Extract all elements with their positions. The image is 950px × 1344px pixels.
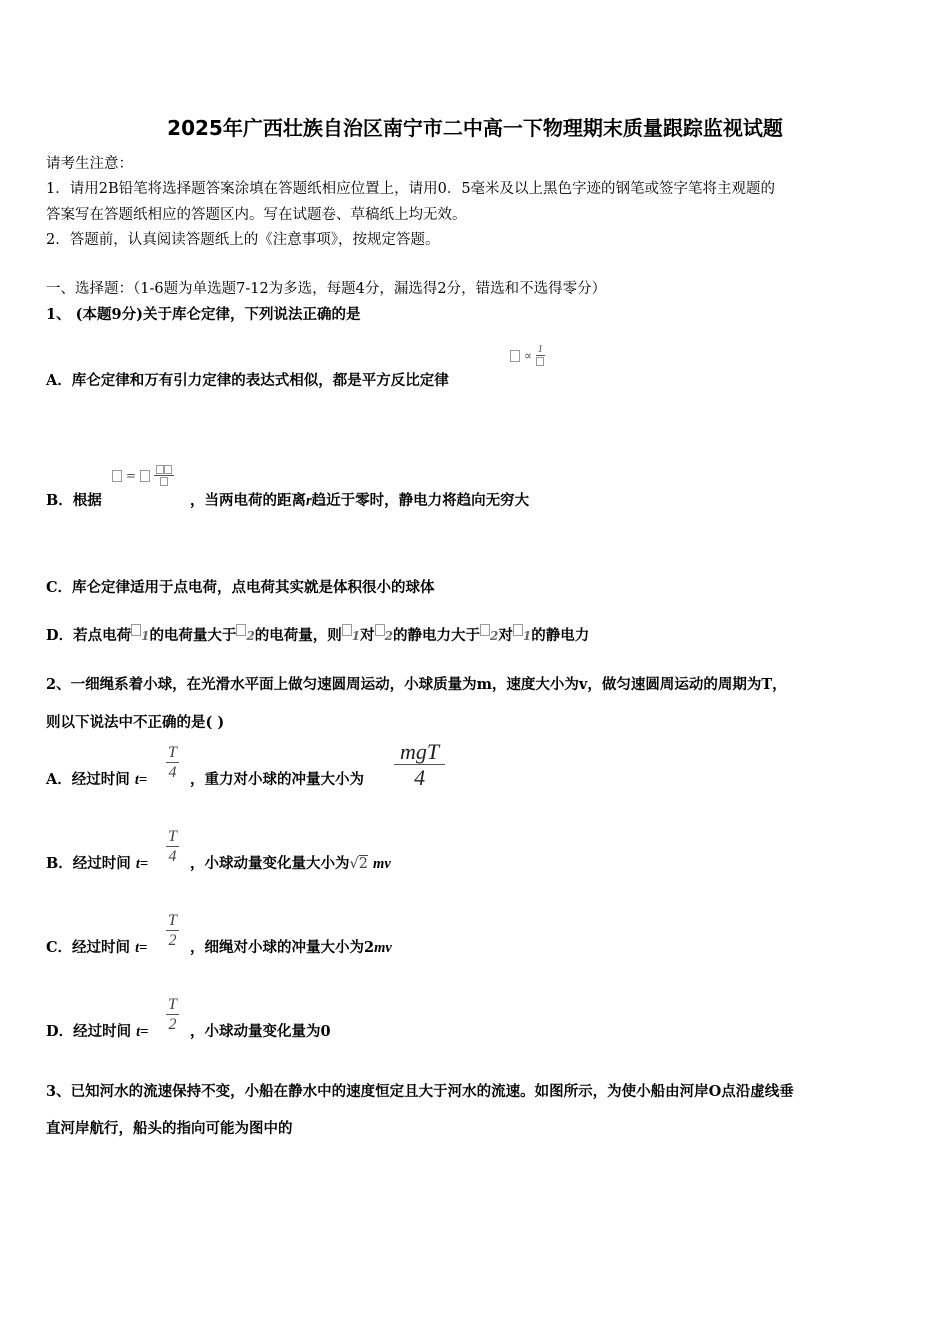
q1-d-text-3: 的电荷量，则 (254, 627, 342, 644)
formula-placeholder-icon (131, 624, 141, 636)
q2-d-text-1: D．经过时间 (46, 1023, 132, 1040)
q1-option-b-prefix: B．根据 (46, 492, 102, 509)
q1-d-text-2: 的电荷量大于 (149, 627, 237, 644)
fraction-numerator: mgT (394, 740, 445, 765)
q2-a-text-2: ，重力对小球的冲量大小为 (190, 771, 364, 788)
fraction (166, 744, 179, 782)
q2-b-sqrt-value: 2 (358, 856, 368, 872)
q2-a-impulse-fraction (394, 740, 445, 792)
fraction-denominator: 2 (168, 1015, 177, 1033)
q2-d-time-fraction (166, 996, 179, 1034)
formula-placeholder-icon (536, 357, 544, 366)
formula-placeholder-icon (236, 624, 246, 636)
fraction (166, 828, 179, 866)
q1-d-text-4: 对 (360, 627, 375, 644)
q2-b-text-2 (190, 852, 391, 873)
q2-b-time-var: t= (135, 856, 149, 872)
formula-placeholder-icon (140, 470, 150, 482)
notice-line-1b: 答案写在答题纸相应的答题区内。写在试题卷、草稿纸上均无效。 (46, 207, 467, 223)
fraction-numerator: 1 (537, 344, 543, 355)
fraction-denominator: 4 (414, 765, 426, 791)
q2-c-time-var: t= (135, 940, 148, 956)
q1-b-var-r: r (306, 493, 312, 509)
fraction-denominator (154, 476, 174, 488)
q1-d-text-7: 的静电力 (531, 627, 590, 644)
q2-stem-line-1: 2、一细绳系着小球，在光滑水平面上做匀速圆周运动，小球质量为m，速度大小为v，做匀速圆周运动的周期为T， (46, 676, 787, 693)
q1-d-text-6: 对 (498, 627, 513, 644)
q2-option-d (46, 1020, 148, 1041)
formula-placeholder-icon (342, 624, 352, 636)
q3-stem-line-1: 3、已知河水的流速保持不变，小船在静水中的速度恒定且大于河水的流速。如图所示，为使小船由河岸O点沿虚线垂 (46, 1083, 794, 1100)
notice-heading: 请考生注意： (46, 156, 133, 172)
q1-a-formula (510, 344, 545, 368)
fraction (166, 996, 179, 1034)
q2-a-time-fraction (166, 744, 179, 782)
section-heading: 一、选择题：（1-6题为单选题7-12为多选，每题4分，漏选得2分，错选和不选得零分） (46, 281, 607, 297)
page-title: 2025年广西壮族自治区南宁市二中高一下物理期末质量跟踪监视试题 (167, 116, 783, 140)
q2-c-text: ，细绳对小球的冲量大小为2 (190, 939, 375, 956)
formula-placeholder-icon (480, 624, 490, 636)
q2-option-c (46, 936, 147, 957)
q1-option-b-text (190, 489, 529, 510)
fraction (166, 912, 179, 950)
q2-stem-line-2: 则以下说法中不正确的是( ) (46, 714, 225, 731)
notice-line-1: 1．请用2B铅笔将选择题答案涂填在答题纸相应位置上，请用0．5毫米及以上黑色字迹的钢笔或签字笔将主观题的 (46, 181, 776, 197)
q1-d-text-1: D．若点电荷 (46, 627, 132, 644)
formula-placeholder-icon (510, 350, 520, 362)
formula-placeholder-icon (156, 465, 164, 474)
fraction-numerator: T (168, 744, 177, 761)
q1-option-c: C．库仑定律适用于点电荷，点电荷其实就是体积很小的球体 (46, 579, 435, 596)
q2-b-text-1: B．经过时间 (46, 855, 131, 872)
fraction-numerator (154, 464, 174, 476)
formula-placeholder-icon (164, 465, 172, 474)
formula-placeholder-icon (160, 477, 168, 486)
q2-option-b (46, 852, 148, 873)
q1-stem: 1、 (本题9分)关于库仑定律，下列说法正确的是 (46, 306, 361, 323)
notice-line-2: 2．答题前，认真阅读答题纸上的《注意事项》，按规定答题。 (46, 232, 440, 248)
fraction-denominator: 4 (168, 763, 177, 781)
q2-b-text: ，小球动量变化量大小为 (190, 855, 350, 872)
fraction-denominator: 4 (168, 847, 177, 865)
q1-option-a: A．库仑定律和万有引力定律的表达式相似，都是平方反比定律 (46, 372, 449, 389)
fraction-numerator: T (168, 828, 177, 845)
q2-option-a (46, 768, 147, 789)
q2-d-time-var: t= (136, 1024, 149, 1040)
q1-b-fraction (154, 464, 174, 488)
q3-stem-line-2: 直河岸航行，船头的指向可能为图中的 (46, 1120, 293, 1137)
formula-placeholder-icon (112, 470, 122, 482)
q2-b-time-fraction (166, 828, 179, 866)
equals-symbol: = (125, 468, 136, 483)
fraction-numerator: T (168, 912, 177, 929)
formula-placeholder-icon (375, 624, 385, 636)
fraction (394, 740, 445, 792)
q1-d-text-5: 的静电力大于 (393, 627, 481, 644)
sqrt-icon: √ (349, 856, 359, 872)
q1-b-text-1: ，当两电荷的距离 (190, 492, 306, 509)
q2-a-time-var: t= (134, 772, 148, 788)
q2-a-text-1: A．经过时间 (46, 771, 130, 788)
q1-b-text-2: 趋近于零时，静电力将趋向无穷大 (311, 492, 530, 509)
q2-c-text-2 (190, 936, 392, 957)
q2-c-text-1: C．经过时间 (46, 939, 131, 956)
fraction-numerator: T (168, 996, 177, 1013)
proportional-symbol: ∝ (523, 348, 532, 363)
q1-option-d: D．若点电荷 1的电荷量大于 2的电荷量，则 1对 2的静电力大于 2对 1的静电力 (46, 624, 589, 645)
q2-c-time-fraction (166, 912, 179, 950)
fraction-denominator (536, 356, 545, 368)
q2-c-mv: mv (374, 940, 392, 956)
q2-d-text-2: ，小球动量变化量为0 (190, 1023, 331, 1040)
formula-placeholder-icon (513, 624, 523, 636)
q2-b-mv: mv (373, 856, 391, 872)
q1-a-fraction (536, 344, 545, 368)
q1-b-formula (112, 464, 174, 488)
fraction-denominator: 2 (168, 931, 177, 949)
